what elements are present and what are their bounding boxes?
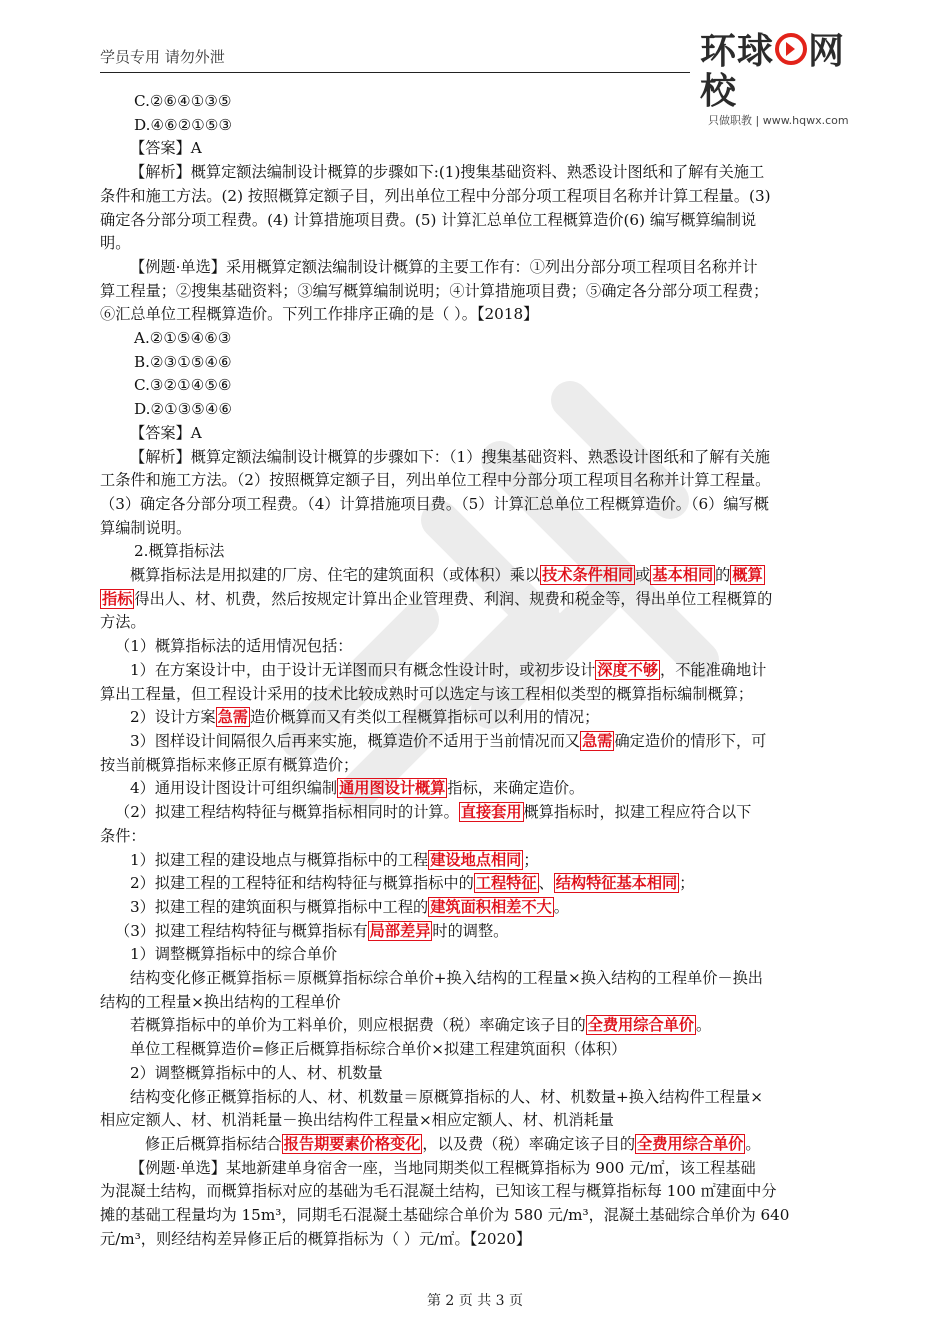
highlight: 报告期要素价格变化	[283, 1134, 421, 1153]
question-line: 【例题·单选】采用概算定额法编制设计概算的主要工作有：①列出分部分项工程项目名称并计	[130, 257, 758, 276]
section-title: 2.概算指标法	[134, 542, 225, 561]
note-line: 若概算指标中的单价为工料单价，则应根据费（税）率确定该子目的 全费用综合单价 。	[130, 1016, 712, 1035]
highlight: 全费用综合单价	[637, 1134, 744, 1153]
highlight: 结构特征基本相同	[555, 874, 678, 893]
highlight: 深度不够	[597, 660, 659, 679]
option-d: D.④⑥②①⑤③	[134, 115, 233, 134]
condition-item: 4）通用设计图设计可组织编制 通用图设计概算 指标，来确定造价。	[130, 779, 585, 798]
question-line: 算工程量；②搜集基础资料；③编写概算编制说明；④计算措施项目费；⑤确定各分部分项工程费；	[100, 281, 769, 300]
condition-item: 按当前概算指标来修正原有概算造价；	[100, 755, 359, 774]
step-heading: 1）调整概算指标中的综合单价	[130, 945, 338, 964]
definition-paragraph: 指标 得出人、材、机费，然后按规定计算出企业管理费、利润、规费和税金等，得出单位工程概算的	[102, 589, 773, 608]
highlight: 工程特征	[475, 874, 537, 893]
subsection-heading: （1）概算指标法的适用情况包括：	[115, 637, 353, 656]
highlight: 基本相同	[652, 566, 714, 585]
condition-item: 3）拟建工程的建筑面积与概算指标中工程的 建筑面积相差不大 。	[130, 897, 569, 916]
analysis-line: 确定各分部分项工程费。(4) 计算措施项目费。(5) 计算汇总单位工程概算造价(6) 编写概算编制说	[100, 210, 757, 229]
logo-tagline: 只做职教 | www.hqwx.com	[708, 114, 849, 127]
note-line: 修正后概算指标结合 报告期要素价格变化 ，以及费（税）率确定该子目的 全费用综合单价 。	[145, 1134, 761, 1153]
subsection-heading: 条件：	[100, 826, 146, 845]
question-line: 摊的基础工程量均为 15m³，同期毛石混凝土基础综合单价为 580 元/m³，混凝土基础综合单价为 640	[100, 1206, 790, 1225]
confidential-notice: 学员专用 请勿外泄	[100, 48, 225, 66]
condition-item: 2）设计方案 急需 造价概算而又有类似工程概算指标可以利用的情况；	[130, 708, 600, 727]
highlight: 建筑面积相差不大	[430, 897, 552, 916]
option-b: B.②③①⑤④⑥	[134, 352, 232, 371]
highlight: 通用图设计概算	[339, 779, 446, 798]
condition-item: 3）图样设计间隔很久后再来实施，概算造价不适用于当前情况而又 急需 确定造价的情形下，可	[130, 731, 767, 750]
highlight: 指标	[102, 589, 133, 608]
subsection-heading: （2）拟建工程结构特征与概算指标相同时的计算。 直接套用 概算指标时，拟建工程应符合以下	[115, 803, 752, 822]
analysis-line: （3）确定各分部分项工程费。（4）计算措施项目费。（5）计算汇总单位工程概算造价。（6）编写概	[100, 494, 769, 513]
answer: 【答案】A	[130, 423, 202, 442]
logo-brand-left: 环球	[700, 31, 775, 72]
highlight: 直接套用	[460, 803, 522, 822]
formula-line: 结构变化修正概算指标的人、材、机数量＝原概算指标的人、材、机数量+换入结构件工程量×	[130, 1087, 763, 1106]
option-c: C.②⑥④①③⑤	[134, 92, 232, 110]
formula-line: 相应定额人、材、机消耗量－换出结构件工程量×相应定额人、材、机消耗量	[100, 1111, 614, 1130]
step-heading: 2）调整概算指标中的人、材、机数量	[130, 1063, 383, 1082]
highlight: 急需	[217, 708, 248, 727]
logo-brand-right: 网校	[700, 31, 846, 112]
page-number: 第 2 页 共 3 页	[426, 1293, 524, 1309]
option-c: C.③②①④⑤⑥	[134, 376, 232, 395]
option-a: A.②①⑤④⑥③	[134, 329, 232, 348]
question-line: 为混凝土结构，而概算指标对应的基础为毛石混凝土结构，已知该工程与概算指标每 100 ㎡建面中分	[100, 1182, 777, 1201]
question-line: ⑥汇总单位工程概算造价。下列工作排序正确的是（ ）。【2018】	[100, 305, 539, 324]
option-d: D.②①③⑤④⑥	[134, 400, 233, 419]
highlight: 概算	[732, 566, 763, 585]
formula-line: 结构变化修正概算指标＝原概算指标综合单价+换入结构的工程量×换入结构的工程单价－换出	[130, 969, 763, 988]
formula-line: 结构的工程量×换出结构的工程单价	[100, 992, 341, 1011]
highlight: 建设地点相同	[430, 850, 522, 869]
analysis-line: 条件和施工方法。(2) 按照概算定额子目，列出单位工程中分部分项工程项目名称并计算工程量。(3)	[100, 186, 771, 205]
formula-line: 单位工程概算造价=修正后概算指标综合单价×拟建工程建筑面积（体积）	[130, 1040, 627, 1059]
highlight: 全费用综合单价	[587, 1016, 694, 1035]
highlight: 技术条件相同	[542, 566, 634, 585]
condition-item: 2）拟建工程的工程特征和结构特征与概算指标中的 工程特征 、 结构特征基本相同 ；	[130, 874, 695, 893]
analysis-line: 工条件和施工方法。（2）按照概算定额子目，列出单位工程中分部分项工程项目名称并计算工程量。	[100, 471, 771, 490]
definition-paragraph: 方法。	[100, 613, 146, 632]
answer: 【答案】A	[130, 139, 202, 158]
analysis-line: 明。	[100, 234, 131, 253]
subsection-heading: （3）拟建工程结构特征与概算指标有 局部差异 时的调整。	[115, 921, 509, 940]
highlight: 急需	[582, 731, 613, 750]
analysis-line: 【解析】概算定额法编制设计概算的步骤如下:(1)搜集基础资料、熟悉设计图纸和了解有关施工	[130, 163, 765, 182]
condition-item: 1）在方案设计中，由于设计无详图而只有概念性设计时，或初步设计 深度不够 ，不能准确地计	[130, 660, 767, 679]
analysis-line: 【解析】概算定额法编制设计概算的步骤如下：（1）搜集基础资料、熟悉设计图纸和了解有关施	[130, 447, 770, 466]
question-line: 元/m³，则经结构差异修正后的概算指标为（ ）元/㎡。【2020】	[100, 1229, 532, 1248]
condition-item: 1）拟建工程的建设地点与概算指标中的工程 建设地点相同 ；	[130, 850, 539, 869]
page-header	[100, 38, 690, 73]
definition-paragraph: 概算指标法是用拟建的厂房、住宅的建筑面积（或体积）乘以 技术条件相同 或 基本相同 的 概算	[130, 566, 763, 585]
analysis-line: 算编制说明。	[100, 518, 192, 537]
question-line: 【例题·单选】某地新建单身宿舍一座，当地同期类似工程概算指标为 900 元/㎡，该工程基础	[130, 1158, 756, 1177]
highlight: 局部差异	[369, 921, 431, 940]
logo-play-icon	[775, 33, 807, 65]
condition-item: 算出工程量，但工程设计采用的技术比较成熟时可以选定与该工程相似类型的概算指标编制概算；	[100, 684, 754, 703]
document-body	[100, 90, 870, 1251]
